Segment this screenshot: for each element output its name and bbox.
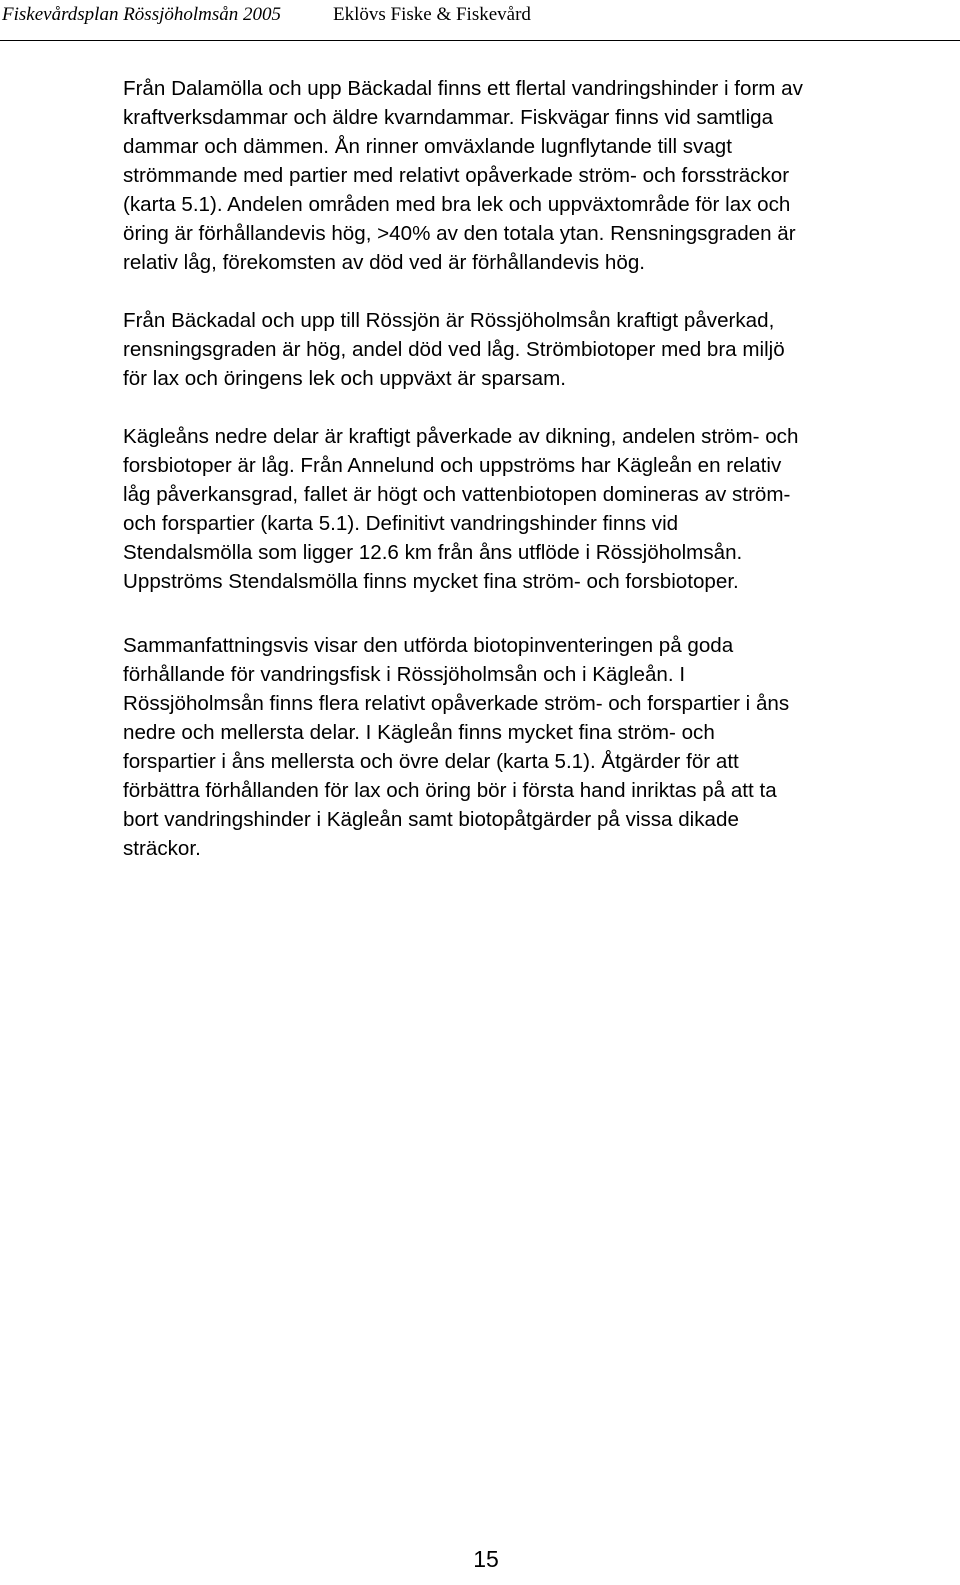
text-line: och forspartier (karta 5.1). Definitivt vandringshinder finns vid [123, 512, 679, 535]
text-line: relativ låg, förekomsten av död ved är förhållandevis hög. [123, 251, 646, 274]
paragraph-2 [123, 306, 948, 393]
text-line: forsbiotoper är låg. Från Annelund och uppströms har Kägleån en relativ [123, 454, 782, 477]
text-line: rensningsgraden är hög, andel död ved låg. Strömbiotoper med bra miljö [123, 338, 785, 361]
text-line: bort vandringshinder i Kägleån samt biotopåtgärder på vissa dikade [123, 808, 739, 831]
text-line: kraftverksdammar och äldre kvarndammar. Fiskvägar finns vid samtliga [123, 106, 774, 129]
paragraph-3 [123, 422, 948, 596]
text-line: öring är förhållandevis hög, >40% av den totala ytan. Rensningsgraden är [123, 222, 796, 245]
text-line: strömmande med partier med relativt opåverkade ström- och forssträckor [123, 164, 790, 187]
text-line: förhållande för vandringsfisk i Rössjöholmsån och i Kägleån. I [123, 663, 686, 686]
text-line: för lax och öringens lek och uppväxt är sparsam. [123, 367, 566, 390]
text-line: forspartier i åns mellersta och övre delar (karta 5.1). Åtgärder för att [123, 750, 739, 773]
text-line: sträckor. [123, 837, 201, 860]
text-line: Stendalsmölla som ligger 12.6 km från åns utflöde i Rössjöholmsån. [123, 541, 743, 564]
header-divider [0, 40, 960, 41]
text-line: Från Dalamölla och upp Bäckadal finns ett flertal vandringshinder i form av [123, 77, 803, 100]
text-line: (karta 5.1). Andelen områden med bra lek och uppväxtområde för lax och [123, 193, 791, 216]
page-header [0, 0, 960, 42]
text-line: Från Bäckadal och upp till Rössjön är Rössjöholmsån kraftigt påverkad, [123, 309, 775, 332]
text-line: Uppströms Stendalsmölla finns mycket fina ström- och forsbiotoper. [123, 570, 739, 593]
text-line: Sammanfattningsvis visar den utförda biotopinventeringen på goda [123, 634, 734, 657]
paragraph-4 [123, 631, 948, 863]
header-organization: Eklövs Fiske & Fiskevård [333, 4, 531, 25]
body-text [123, 74, 948, 892]
header-document-title: Fiskevårdsplan Rössjöholmsån 2005 [2, 4, 282, 25]
text-line: Rössjöholmsån finns flera relativt opåverkade ström- och forspartier i åns [123, 692, 790, 715]
text-line: förbättra förhållanden för lax och öring bör i första hand inriktas på att ta [123, 779, 777, 802]
text-line: nedre och mellersta delar. I Kägleån finns mycket fina ström- och [123, 721, 715, 744]
text-line: Kägleåns nedre delar är kraftigt påverkade av dikning, andelen ström- och [123, 425, 799, 448]
text-line: låg påverkansgrad, fallet är högt och vattenbiotopen domineras av ström- [123, 483, 791, 506]
page-number: 15 [473, 1546, 499, 1572]
text-line: dammar och dämmen. Ån rinner omväxlande lugnflytande till svagt [123, 135, 732, 158]
paragraph-1 [123, 74, 948, 277]
